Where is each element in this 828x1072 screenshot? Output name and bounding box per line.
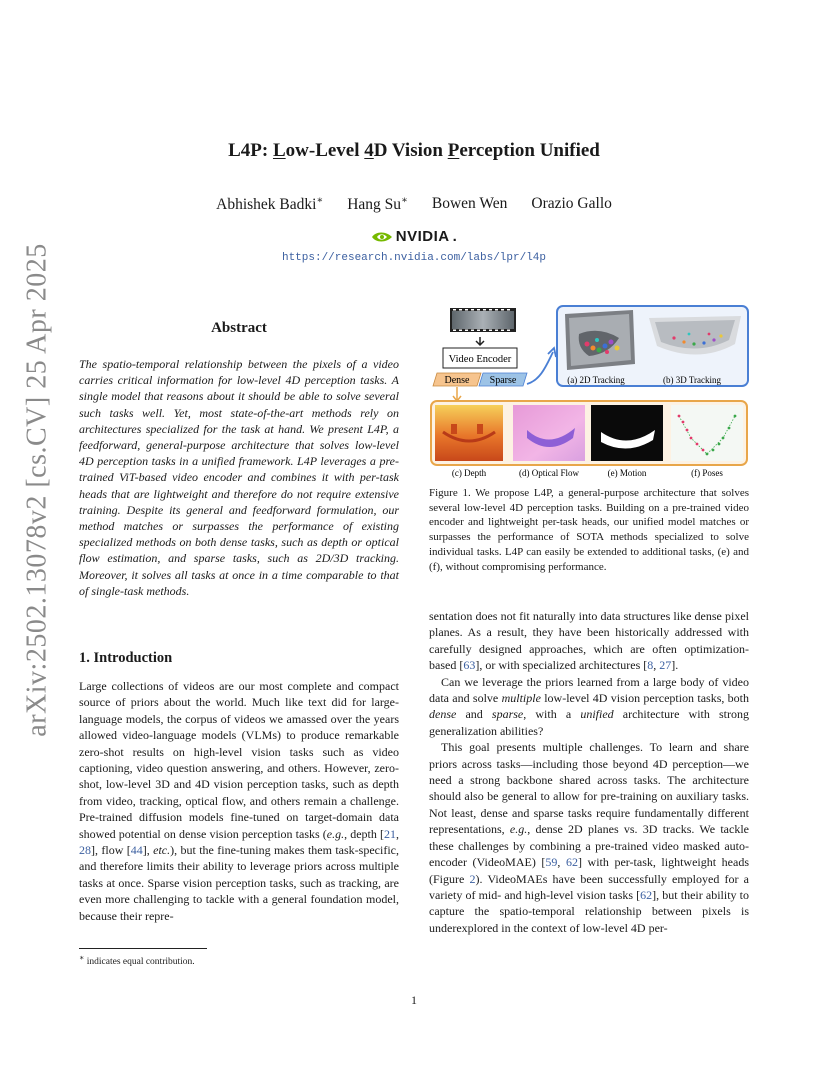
text-run: ], or with specialized architectures [ <box>475 658 648 673</box>
label-optical-flow: (d) Optical Flow <box>519 468 579 478</box>
abstract-text: The spatio-temporal relationship between the pixels of a video carries critical information for low-level 4D perception tasks. A single model that reasons about it should be able to solve several such tasks well. Yet, most state-of-the-art methods rely on architectures specialized for the task at hand. We present L4P, a feedforward, general-purpose architecture that solves low-level 4D perception tasks in a unified framework. L4P leverages a pre-trained ViT-based video encoder and combines it with per-task heads that are lightweight and therefore do not require extensive training. Despite its general and feedforward formulation, our method matches or surpasses the performance of existing specialized methods on both dense tasks, such as depth or optical flow estimation, and sparse tasks, such as 2D/3D tracking. Moreover, it solves all tasks at once in a time comparable to that of single-task methods. <box>79 357 399 598</box>
footnote <box>79 953 195 967</box>
poses-image <box>671 405 743 461</box>
dense-tag-label: Dense <box>444 375 470 386</box>
citation-link[interactable]: 62 <box>640 887 653 902</box>
motion-image <box>591 405 663 461</box>
label-depth: (c) Depth <box>451 468 487 478</box>
author-name: Orazio Gallo <box>531 195 612 212</box>
abstract-heading: Abstract <box>211 320 267 336</box>
affiliation-logo <box>0 228 828 245</box>
citation-link[interactable]: 63 <box>463 658 476 673</box>
emphasis: multiple <box>501 691 541 706</box>
citation-link[interactable]: 21 <box>384 826 397 841</box>
equal-contribution-mark: ∗ <box>316 195 324 206</box>
text-run: , depth [ <box>344 826 385 841</box>
emphasis: sparse <box>491 707 524 722</box>
author-name: Hang Su∗ <box>347 195 408 214</box>
title-underlined-letter: P <box>447 140 460 161</box>
intro-paragraph <box>429 674 749 740</box>
section-heading-introduction: 1. Introduction <box>79 650 173 666</box>
text-run: , with a <box>523 707 581 722</box>
title-underlined-letter: L <box>272 140 286 161</box>
sparse-tag-label: Sparse <box>489 375 517 386</box>
text-run: ). VideoMAEs have been successfully employed for a variety of mid- and high-level vision tasks [ <box>429 871 749 902</box>
down-arrow-icon <box>476 337 484 345</box>
citation-link[interactable]: 27 <box>659 658 672 673</box>
text-run: architecture with strong generalization abilities? <box>429 707 749 738</box>
footnote-text: indicates equal contribution. <box>86 957 195 968</box>
citation-link[interactable]: 2 <box>469 871 476 886</box>
footnote-divider <box>79 948 207 949</box>
title-segment: ow-Level <box>285 140 365 161</box>
text-run: Can we leverage the priors learned from a large body of video data and solve <box>429 674 749 706</box>
emphasis: dense <box>429 707 457 722</box>
emphasis: etc. <box>153 843 171 858</box>
figure-1-caption: Figure 1. We propose L4P, a general-purpose architecture that solves several low-level 4D perception tasks. Building on a pre-trained video encoder and lightweight per-task heads, our unified model matches or surpasses the performance of SOTA methods specialized to solve individual tasks. L4P can easily be extended to additional tasks, (e) and (f), without compromising performance. <box>429 487 749 573</box>
author-name: Abhishek Badki∗ <box>216 195 324 214</box>
optical-flow-image <box>513 405 585 461</box>
nvidia-wordmark-dot: . <box>452 228 458 245</box>
sparse-arrow-icon <box>527 352 553 384</box>
citation-link[interactable]: 59 <box>545 855 558 870</box>
label-poses: (f) Poses <box>691 468 723 478</box>
2d-tracking-image <box>565 310 635 370</box>
video-encoder-label: Video Encoder <box>448 354 512 365</box>
title-underlined-letter: 4 <box>364 140 374 161</box>
title-segment: erception Unified <box>459 140 600 161</box>
emphasis: unified <box>580 707 614 722</box>
text-run: , <box>396 826 400 841</box>
dense-arrow-icon <box>453 387 461 401</box>
emphasis: e.g. <box>509 822 528 837</box>
figure-1-teaser <box>429 304 751 482</box>
depth-image <box>435 405 503 461</box>
paper-title <box>0 140 828 162</box>
intro-right-column <box>429 608 749 936</box>
text-run: , dense 2D planes vs. 3D tracks. We tackle these challenges by combining a pre-trained video masked auto-encoder (VideoMAE) [ <box>429 822 749 870</box>
title-segment: L4P: <box>228 140 273 161</box>
arxiv-identifier <box>16 243 60 737</box>
text-run: and <box>456 707 492 722</box>
text-run: ]. <box>671 658 679 673</box>
text-run: ] with per-task, lightweight heads (Figure <box>429 855 749 886</box>
text-run: ], <box>142 843 154 858</box>
video-filmstrip-icon <box>450 308 516 332</box>
intro-paragraph <box>79 678 399 924</box>
text-run: low-level 4D vision perception tasks, both <box>540 691 750 706</box>
text-run: ], flow [ <box>91 843 131 858</box>
intro-left-column <box>79 678 399 924</box>
arxiv-id-text: arXiv:2502.13078v2 [cs.CV] 25 Apr 2025 <box>22 243 53 737</box>
label-motion: (e) Motion <box>607 468 647 478</box>
nvidia-wordmark: NVIDIA <box>395 228 450 245</box>
author-name: Bowen Wen <box>431 195 508 212</box>
page-number: 1 <box>411 993 417 1007</box>
text-run: This goal presents multiple challenges. To learn and share priors across tasks—including those beyond 4D perception—we need a strong backbone shared across tasks. The architecture should also be general to allow for pre-training on auxiliary tasks. Not least, dense and sparse tasks require fundamentally different representations, <box>429 740 749 837</box>
citation-link[interactable]: 8 <box>647 658 654 673</box>
title-segment: D Vision <box>373 140 448 161</box>
label-3d-tracking: (b) 3D Tracking <box>663 375 721 385</box>
label-2d-tracking: (a) 2D Tracking <box>567 375 625 385</box>
project-url[interactable]: https://research.nvidia.com/labs/lpr/l4p <box>281 252 547 264</box>
text-run: sentation does not fit naturally into data structures like dense pixel planes. As a result, they have been historically addressed with carefully designed approaches, which are often optimization-based [ <box>429 609 749 673</box>
citation-link[interactable]: 44 <box>130 843 143 858</box>
text-run: ], but their ability to capture the spatio-temporal relationship between pixels is underexplored in the context of low-level 4D per- <box>429 887 749 935</box>
citation-link[interactable]: 62 <box>565 855 578 870</box>
text-run: , <box>557 855 566 870</box>
emphasis: e.g. <box>326 826 345 841</box>
footnote-mark: ∗ <box>79 953 85 962</box>
text-run: ), but the fine-tuning makes them task-specific, and therefore limits their ability to leverage priors across multiple tasks at once. Sparse vision perception tasks, such as tracking, are even more challenging to tackle with a general foundation model, because their repre- <box>79 843 399 923</box>
text-run: , <box>653 658 660 673</box>
citation-link[interactable]: 28 <box>79 843 91 858</box>
intro-paragraph <box>429 739 749 936</box>
equal-contribution-mark: ∗ <box>401 195 408 206</box>
author-list <box>0 195 828 214</box>
nvidia-eye-icon <box>371 230 393 244</box>
text-run: Large collections of videos are our most complete and compact source of priors about the world. Much like text did for large-language models, the corpus of videos we amassed over the years allowed video-language models (VLMs) to produce remarkable zero-shot results on high-level vision tasks such as video captioning, video question answering, and others. However, zero-shot, low-level 3D and 4D vision perception tasks, such as depth from video, tracking, optical flow, and others remain a challenge. Pre-trained diffusion models fine-tuned on target-domain data showed potential on dense vision perception tasks ( <box>79 679 399 841</box>
intro-paragraph <box>429 608 749 674</box>
